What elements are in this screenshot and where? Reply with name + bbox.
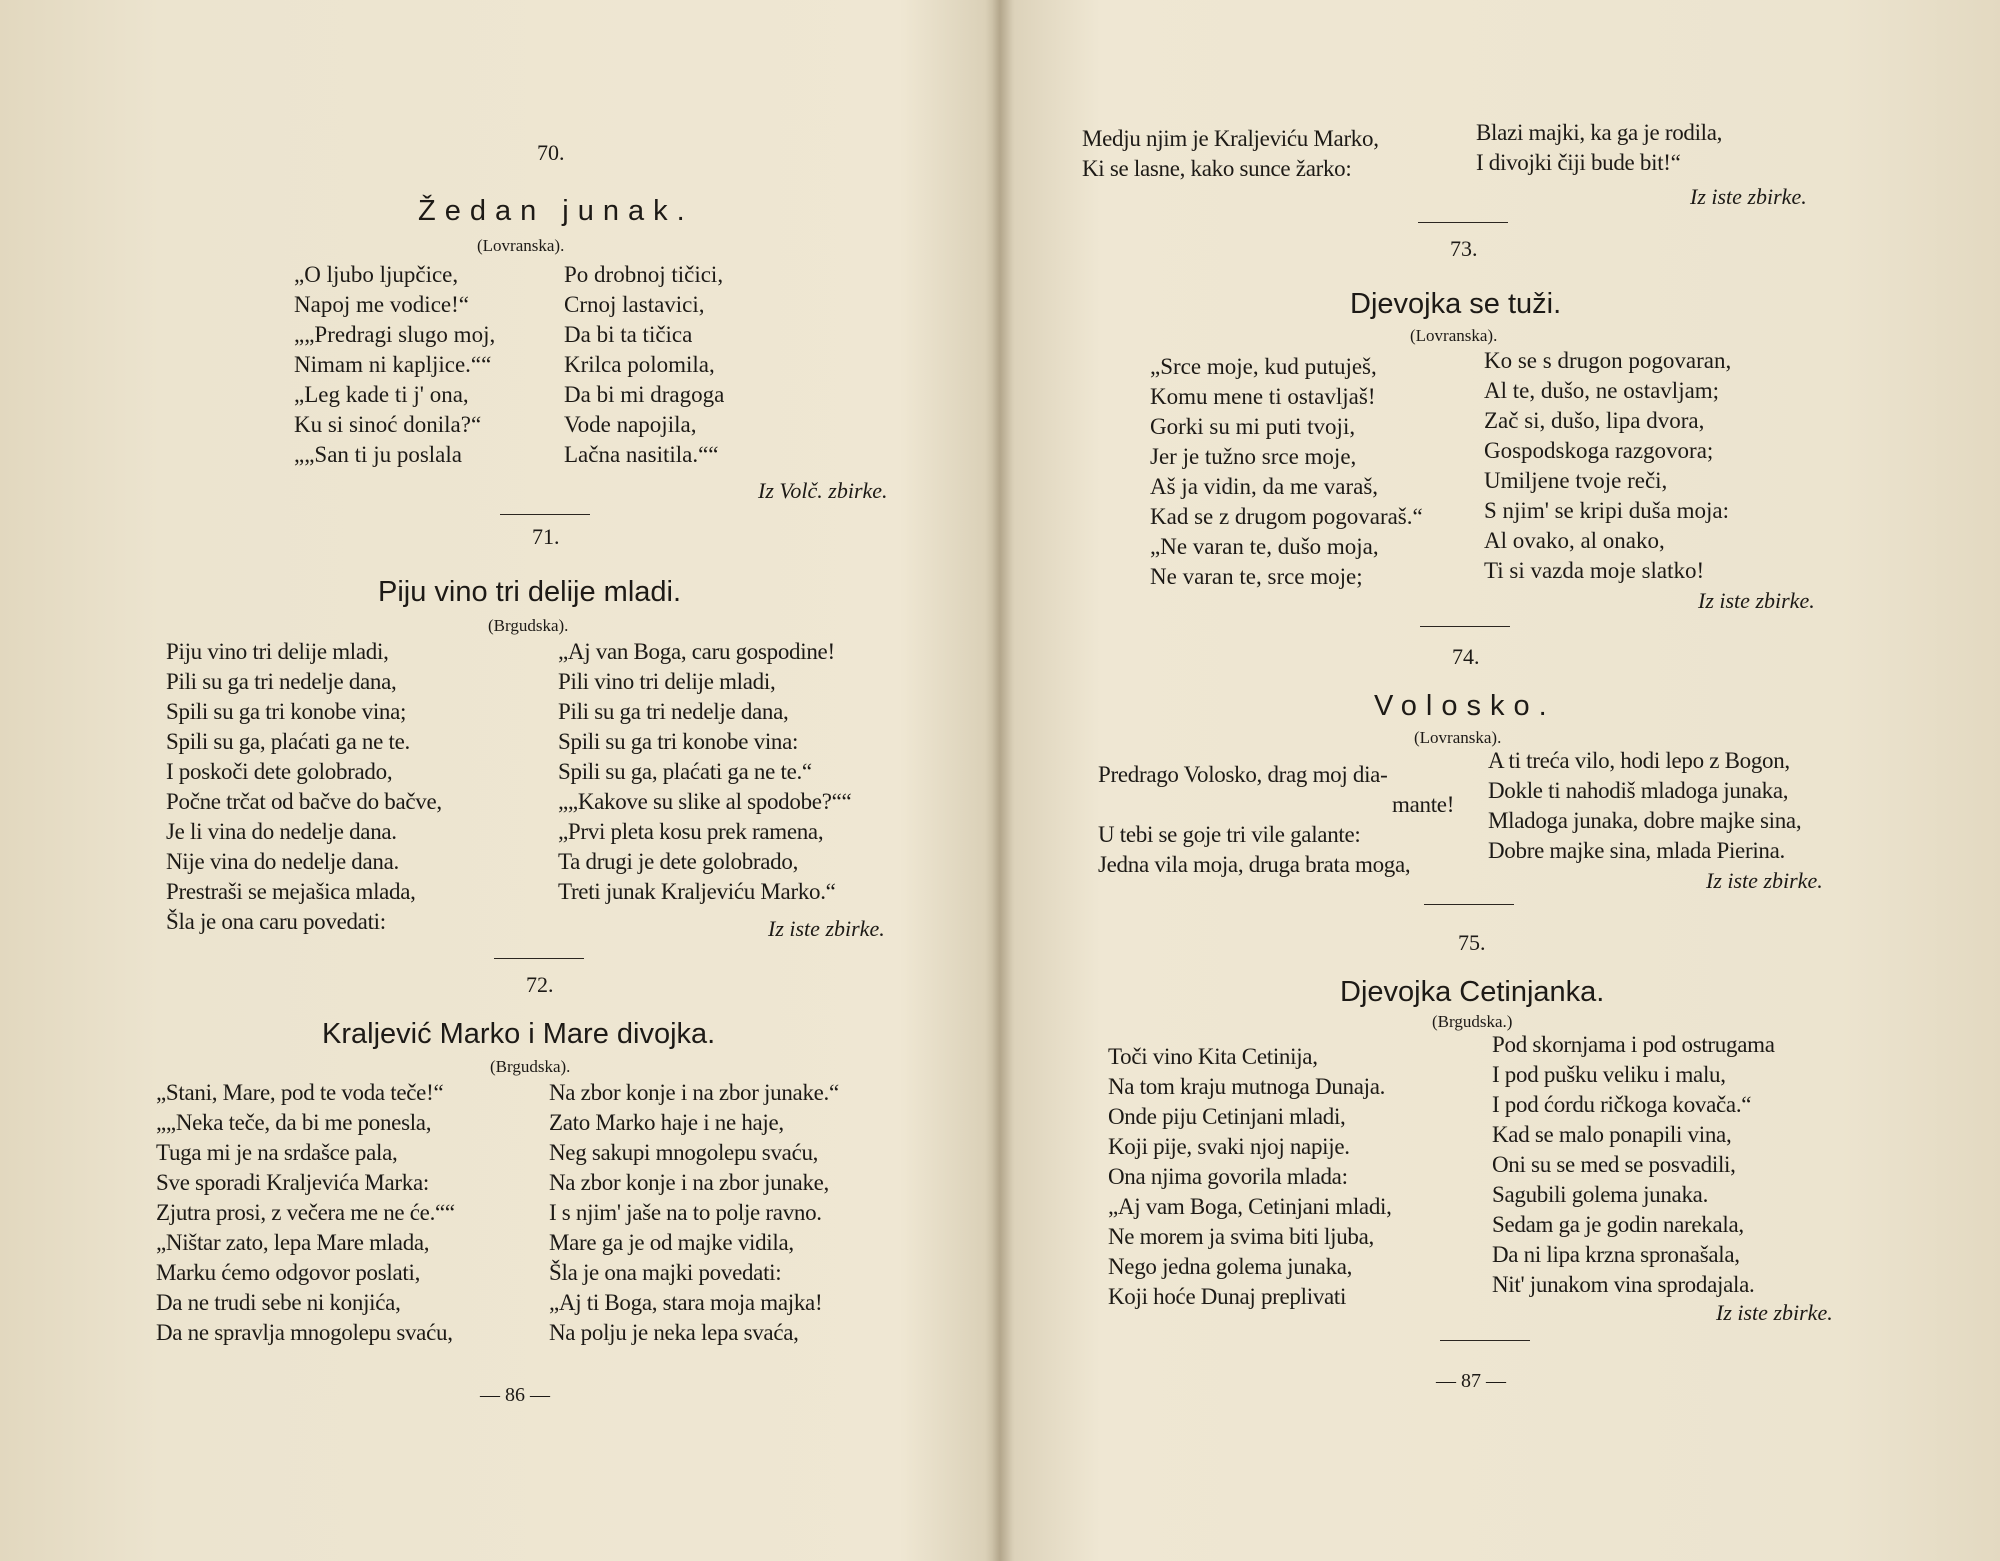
poem-72-title: Kraljević Marko i Mare divojka. [322,1018,716,1050]
poem-75-number: 75. [1458,930,1486,955]
verse-line: Onde piju Cetinjani mladi, [1108,1104,1346,1129]
poem-75-column-1 [1108,1042,1392,1312]
verse-line: Kad se z drugom pogovaraš.“ [1150,504,1423,529]
verse-line: Spili su ga, plaćati ga ne te. [166,729,410,754]
verse-line: I s njim' jaše na to polje ravno. [549,1200,822,1225]
verse-line: Na zbor konje i na zbor junake, [549,1170,830,1195]
poem-70-source: Iz Volč. zbirke. [758,478,888,503]
poem-70-column-1 [294,260,495,470]
verse-line: I pod pušku veliku i malu, [1492,1062,1726,1087]
poem-74-column-1 [1098,760,1454,880]
poem-71-title: Piju vino tri delije mladi. [378,576,682,608]
verse-line: Ne morem ja svima biti ljuba, [1108,1224,1374,1249]
verse-line: Al te, dušo, ne ostavljam; [1484,378,1720,403]
verse-line: Spili su ga tri konobe vina; [166,699,407,724]
verse-line: „Prvi pleta kosu prek ramena, [558,819,824,844]
verse-line: Marku ćemo odgovor poslati, [156,1260,421,1285]
verse-line: Crnoj lastavici, [564,292,705,317]
verse-line: Toči vino Kita Cetinija, [1108,1044,1318,1069]
verse-line: Ti si vazda moje slatko! [1484,558,1705,583]
verse-line: Mladoga junaka, dobre majke sina, [1488,808,1802,833]
verse-line: Po drobnoj tičici, [564,262,724,287]
poem-72-column-1 [156,1078,455,1348]
verse-line: „Srce moje, kud putuješ, [1150,354,1377,379]
poem-75-title: Djevojka Cetinjanka. [1340,976,1605,1008]
verse-line: Zač si, dušo, lipa dvora, [1484,408,1705,433]
poem-74-number: 74. [1452,644,1480,669]
verse-line: Jer je tužno srce moje, [1150,444,1357,469]
poem-70-origin: (Lovranska). [477,236,565,255]
poem-74-origin: (Lovranska). [1414,728,1502,747]
verse-line: „O ljubo ljupčice, [294,262,459,287]
verse-line: Ki se lasne, kako sunce žarko: [1082,156,1352,181]
verse-line: I poskoči dete golobrado, [166,759,393,784]
poem-71-column-2 [558,637,851,907]
poem-72-origin: (Brgudska). [490,1057,571,1076]
verse-line: „Aj vam Boga, Cetinjani mladi, [1108,1194,1392,1219]
poem-75-source: Iz iste zbirke. [1716,1300,1833,1325]
verse-line: Komu mene ti ostavljaš! [1150,384,1376,409]
poem-74-column-2 [1488,746,1801,866]
verse-line: A ti treća vilo, hodi lepo z Bogon, [1488,748,1790,773]
verse-line: Umiljene tvoje reči, [1484,468,1668,493]
verse-line: Mare ga je od majke vidila, [549,1230,794,1255]
poem-72-continuation-column-1 [1082,124,1379,184]
verse-line: Koji pije, svaki njoj napije. [1108,1134,1350,1159]
verse-line: mante! [1392,792,1455,817]
verse-line: Koji hoće Dunaj preplivati [1108,1284,1347,1309]
verse-line: Nije vina do nedelje dana. [166,849,399,874]
verse-line: Krilca polomila, [564,352,715,377]
poem-72-source: Iz iste zbirke. [1690,184,1807,209]
verse-line: Predrago Volosko, drag moj dia- [1098,762,1388,787]
poem-72-continuation-column-2 [1476,118,1722,178]
poem-71-number: 71. [532,524,560,549]
verse-line: „„Neka teče, da bi me ponesla, [156,1110,432,1135]
poem-75-column-2 [1492,1030,1775,1300]
poem-73-origin: (Lovranska). [1410,326,1498,345]
verse-line: Vode napojila, [564,412,697,437]
page-number: — 87 — [1436,1370,1506,1392]
verse-line: „Aj van Boga, caru gospodine! [558,639,835,664]
verse-line: „Leg kade ti j' ona, [294,382,469,407]
verse-line: Tuga mi je na srdašce pala, [156,1140,398,1165]
verse-line: Pod skornjama i pod ostrugama [1492,1032,1775,1057]
poem-75-origin: (Brgudska.) [1432,1012,1513,1031]
verse-line: Da ni lipa krzna spronašala, [1492,1242,1740,1267]
verse-line: Na polju je neka lepa svaća, [549,1320,799,1345]
verse-line: Ko se s drugon pogovaran, [1484,348,1732,373]
section-divider [494,958,584,959]
verse-line: Je li vina do nedelje dana. [166,819,397,844]
verse-line: Šla je ona caru povedati: [166,909,386,934]
section-divider [1420,626,1510,627]
verse-line: Da ne trudi sebe ni konjića, [156,1290,401,1315]
poem-74-title: Volosko. [1374,690,1556,722]
poem-72-column-2 [549,1078,839,1348]
verse-line: Spili su ga, plaćati ga ne te.“ [558,759,812,784]
verse-line: „„Predragi slugo moj, [294,322,496,347]
section-divider [500,514,590,515]
verse-line: Gorki su mi puti tvoji, [1150,414,1356,439]
poem-70-number: 70. [537,140,565,165]
verse-line: Zato Marko haje i ne haje, [549,1110,784,1135]
verse-line: Nimam ni kapljice.““ [294,352,492,377]
poem-73-column-1 [1150,352,1423,592]
verse-line: Piju vino tri delije mladi, [166,639,389,664]
verse-line: Sagubili golema junaka. [1492,1182,1709,1207]
verse-line: Treti junak Kraljeviću Marko.“ [558,879,836,904]
verse-line: Aš ja vidin, da me varaš, [1150,474,1379,499]
verse-line: „„San ti ju poslala [294,442,462,467]
verse-line: S njim' se kripi duša moja: [1484,498,1729,523]
section-divider [1424,904,1514,905]
verse-line: Dokle ti nahodiš mladoga junaka, [1488,778,1789,803]
verse-line: Da ne spravlja mnogolepu svaću, [156,1320,453,1345]
verse-line: Da bi ta tičica [564,322,693,347]
verse-line: Spili su ga tri konobe vina: [558,729,799,754]
verse-line: Blazi majki, ka ga je rodila, [1476,120,1723,145]
poem-71-source: Iz iste zbirke. [768,916,885,941]
poem-70-column-2 [564,260,724,470]
verse-line: „Aj ti Boga, stara moja majka! [549,1290,823,1315]
verse-line: Dobre majke sina, mlada Pierina. [1488,838,1785,863]
verse-line: „Stani, Mare, pod te voda teče!“ [156,1080,444,1105]
verse-line: Pili su ga tri nedelje dana, [166,669,397,694]
verse-line: Jedna vila moja, druga brata moga, [1098,852,1411,877]
verse-line: Ku si sinoć donila?“ [294,412,482,437]
verse-line: „Ne varan te, dušo moja, [1150,534,1379,559]
verse-line: Napoj me vodice!“ [294,292,469,317]
poem-73-source: Iz iste zbirke. [1698,588,1815,613]
verse-line: Oni su se med se posvadili, [1492,1152,1736,1177]
poem-72-number: 72. [526,972,554,997]
verse-line: Ona njima govorila mlada: [1108,1164,1348,1189]
verse-line: Počne trčat od bačve do bačve, [166,789,442,814]
verse-line: Gospodskoga razgovora; [1484,438,1714,463]
poem-70-title: Žedan junak. [418,195,694,227]
poem-73-title: Djevojka se tuži. [1350,288,1562,320]
poem-73-number: 73. [1450,236,1478,261]
verse-line: Medju njim je Kraljeviću Marko, [1082,126,1379,151]
verse-line: Ne varan te, srce moje; [1150,564,1363,589]
verse-line: Zjutra prosi, z večera me ne će.““ [156,1200,455,1225]
verse-line: Kad se malo ponapili vina, [1492,1122,1732,1147]
poem-71-column-1 [166,637,442,937]
poem-74-source: Iz iste zbirke. [1706,868,1823,893]
verse-line: Pili vino tri delije mladi, [558,669,776,694]
verse-line: U tebi se goje tri vile galante: [1098,822,1361,847]
verse-line: „Ništar zato, lepa Mare mlada, [156,1230,430,1255]
verse-line: I divojki čiji bude bit!“ [1476,150,1681,175]
verse-line: Prestraši se mejašica mlada, [166,879,416,904]
verse-line: Da bi mi dragoga [564,382,725,407]
page-number: — 86 — [480,1384,550,1406]
section-divider [1440,1340,1530,1341]
verse-line: Šla je ona majki povedati: [549,1260,782,1285]
verse-line: Ta drugi je dete golobrado, [558,849,799,874]
verse-line: Sedam ga je godin narekala, [1492,1212,1744,1237]
verse-line: Na tom kraju mutnoga Dunaja. [1108,1074,1386,1099]
verse-line: Na zbor konje i na zbor junake.“ [549,1080,839,1105]
verse-line: I pod ćordu ričkoga kovača.“ [1492,1092,1752,1117]
verse-line: Nego jedna golema junaka, [1108,1254,1353,1279]
verse-line: Lačna nasitila.““ [564,442,719,467]
poem-71-origin: (Brgudska). [488,616,569,635]
poem-73-column-2 [1484,346,1731,586]
verse-line: Neg sakupi mnogolepu svaću, [549,1140,819,1165]
verse-line: Nit' junakom vina sprodajala. [1492,1272,1755,1297]
right-page [1000,0,2000,1561]
section-divider [1418,222,1508,223]
verse-line: „„Kakove su slike al spodobe?““ [558,789,852,814]
verse-line: Pili su ga tri nedelje dana, [558,699,789,724]
verse-line: Al ovako, al onako, [1484,528,1665,553]
verse-line: Sve sporadi Kraljevića Marka: [156,1170,429,1195]
